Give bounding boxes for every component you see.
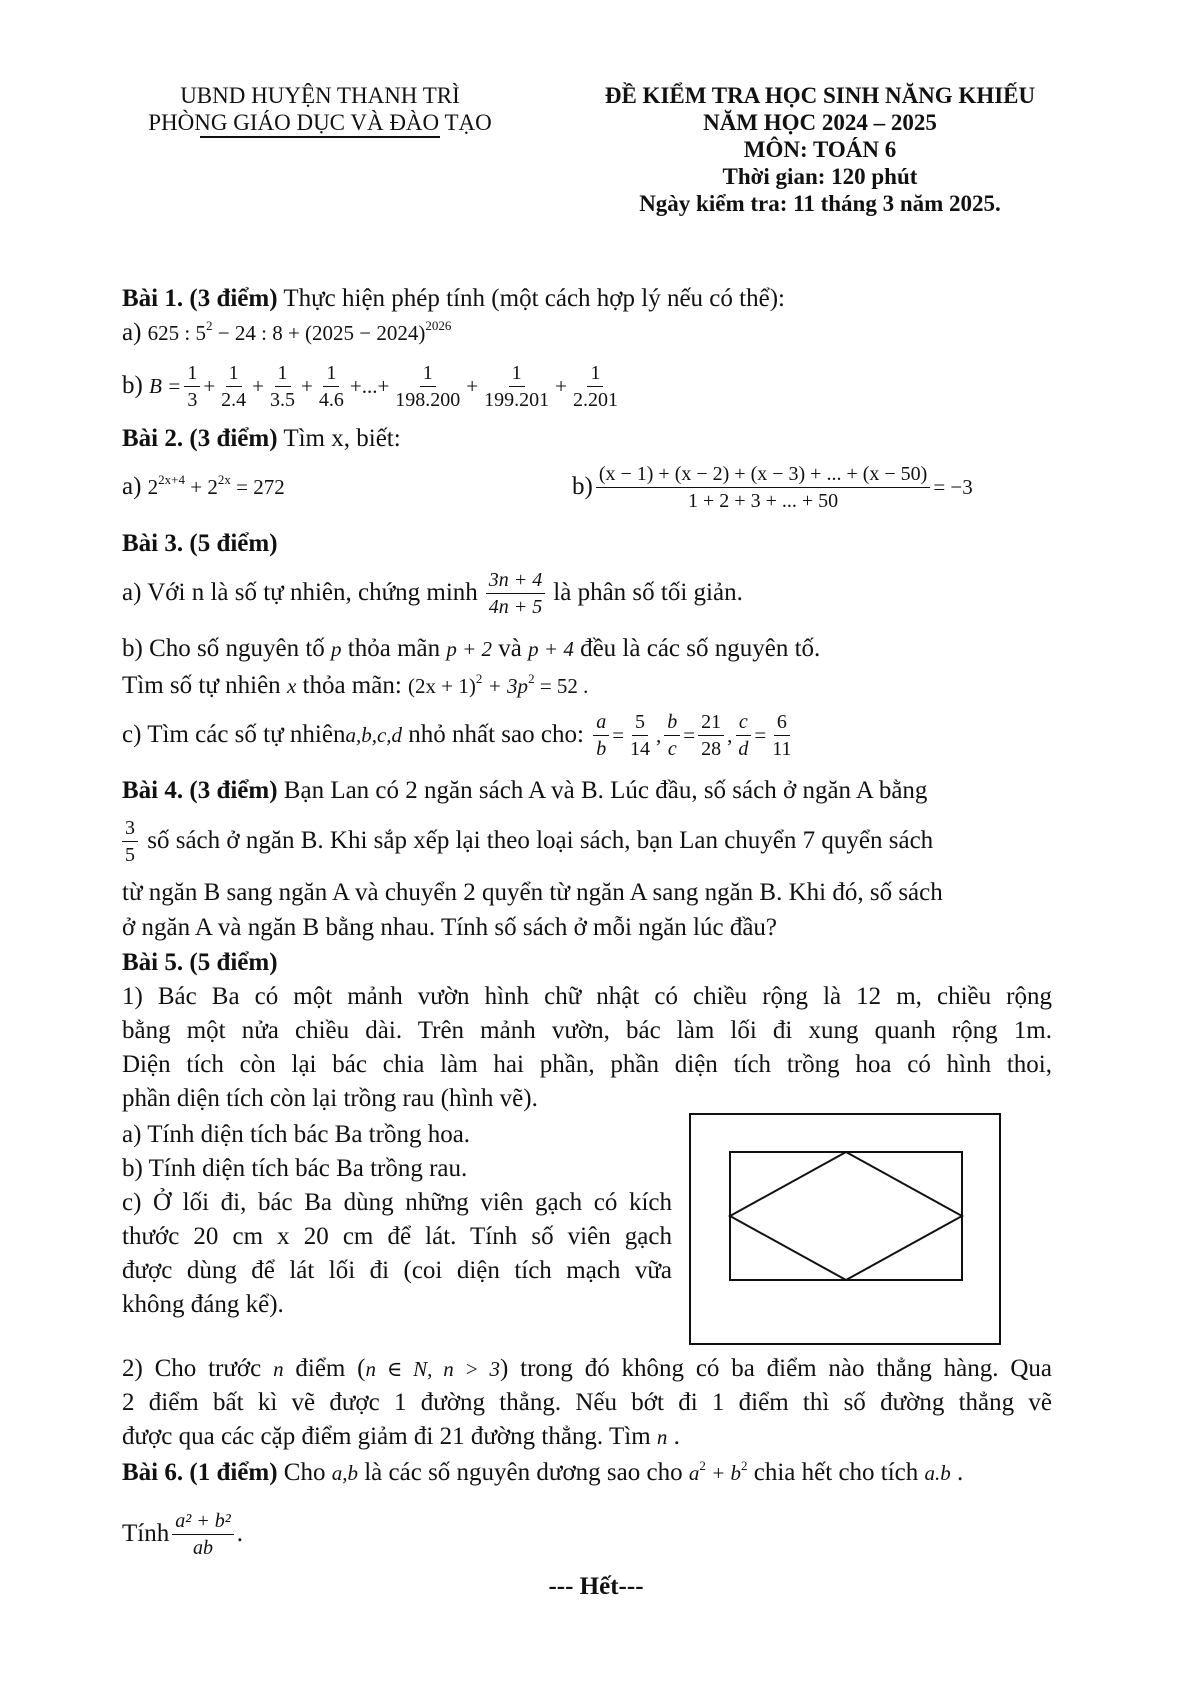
bai5-qc3: được dùng để lát lối đi (coi diện tích mạch vữa bbox=[122, 1257, 672, 1284]
bai3-a-fraction: $\frac{3n + 4}{4n + 5}$ bbox=[486, 570, 546, 617]
bai2-a bbox=[122, 472, 285, 502]
bai2-a-base1: 2 bbox=[147, 475, 159, 499]
bai4-line2: $\frac{3}{5}$ số sách ở ngăn B. Khi sắp xếp lại theo loại sách, bạn Lan chuyển 7 quyển sách bbox=[122, 810, 933, 872]
garden-figure bbox=[688, 1112, 1006, 1350]
bai2-instruction: Tìm x, biết: bbox=[277, 425, 401, 452]
bai1-frac-4: $\frac{1}{198.200}$ bbox=[395, 361, 461, 411]
bai1-frac-1: $\frac{1}{2.4}$ bbox=[221, 361, 247, 411]
bai1-a bbox=[122, 318, 451, 348]
bai1-a-expr2: − 24 : 8 + (2025 − 2024) bbox=[212, 321, 426, 345]
bai5-qc4: không đáng kể). bbox=[122, 1291, 284, 1318]
garden-outer-rect bbox=[690, 1114, 1000, 1344]
bai2-b bbox=[572, 456, 973, 518]
bai4-line4: ở ngăn A và ngăn B bằng nhau. Tính số sách ở mỗi ngăn lúc đầu? bbox=[122, 914, 778, 941]
bai3-c-val3: $\frac{6}{11}$ bbox=[772, 710, 792, 760]
bai4-line1: Bài 4. (3 điểm) Bạn Lan có 2 ngăn sách A và B. Lúc đầu, số sách ở ngăn A bằng bbox=[122, 777, 928, 804]
plus-sign: + bbox=[555, 374, 567, 398]
bai2-b-fraction bbox=[596, 464, 931, 511]
bai6-title: Bài 6. (1 điểm) bbox=[122, 1459, 278, 1486]
bai5-qc1: c) Ở lối đi, bác Ba dùng những viên gạch có kích bbox=[122, 1189, 672, 1216]
bai6-line1: Bài 6. (1 điểm) Cho a,b là các số nguyên dương sao cho $a^2 + b^2$ chia hết cho tích a.b . bbox=[122, 1458, 964, 1486]
bai1-frac-6: $\frac{1}{2.201}$ bbox=[572, 361, 618, 411]
bai1-frac-3: $\frac{1}{4.6}$ bbox=[318, 361, 344, 411]
flower-rhombus bbox=[730, 1152, 962, 1280]
bai1-b-lhs: B = bbox=[149, 374, 182, 398]
department-name: PHÒNG GIÁO DỤC VÀ ĐÀO TẠO bbox=[148, 110, 492, 135]
bai5-part2-text bbox=[122, 1352, 1052, 1454]
bai5-part1-text: 1) Bác Ba có một mảnh vườn hình chữ nhật có chiều rộng là 12 m, chiều rộng bằng một nửa chiều dài. Trên mảnh vườn, bác làm lối đi xung quanh rộng 1m. Diện tích còn lại bác chia làm hai phần, phần diện tích trồng hoa có hình thoi, phần diện tích còn lại trồng rau (hình vẽ). bbox=[122, 983, 1052, 1112]
bai6-fraction: $\frac{\text{a² + b²}}{ab}$ bbox=[172, 1511, 234, 1558]
header-left bbox=[110, 82, 530, 138]
bai1-a-exp2: 2026 bbox=[425, 318, 452, 333]
bai3-title: Bài 3. (5 điểm) bbox=[122, 530, 278, 557]
bai4-line3: từ ngăn B sang ngăn A và chuyển 2 quyển từ ngăn A sang ngăn B. Khi đó, số sách bbox=[122, 879, 943, 906]
plus-sign: + bbox=[252, 374, 265, 398]
bai5-p2-line1: 2) Cho trước n điểm (n ∈ N, n > 3) trong đó không có ba điểm nào thẳng hàng. Qua bbox=[122, 1355, 1052, 1382]
plus-sign: + bbox=[466, 374, 479, 398]
bai3-a bbox=[122, 560, 743, 626]
header-underline bbox=[200, 136, 440, 138]
bai2-title: Bài 2. (3 điểm) bbox=[122, 425, 278, 452]
exam-date: Ngày kiểm tra: 11 tháng 3 năm 2025. bbox=[639, 191, 1001, 216]
bai5-qa: a) Tính diện tích bác Ba trồng hoa. bbox=[122, 1121, 471, 1148]
bai1-frac-0: $\frac{1}{3}$ bbox=[184, 363, 200, 410]
bai2-a-mid: + 2 bbox=[185, 475, 218, 499]
bai1-heading bbox=[122, 284, 785, 314]
bai3-c-frac3: $\frac{c}{d}$ bbox=[735, 712, 751, 759]
bai3-c-frac2: $\frac{b}{c}$ bbox=[664, 712, 680, 759]
bai3-heading bbox=[122, 529, 278, 559]
bai5-questions bbox=[122, 1118, 672, 1322]
duration: Thời gian: 120 phút bbox=[722, 164, 918, 189]
bai1-frac-5: $\frac{1}{199.201}$ bbox=[484, 361, 550, 411]
bai3-a-post: là phân số tối giản. bbox=[553, 579, 743, 606]
garden-inner-rect bbox=[730, 1152, 962, 1280]
bai6-line2: Tính $\frac{\text{a² + b²}}{ab}$ . bbox=[122, 1509, 243, 1559]
bai2-a-rhs: = 272 bbox=[230, 475, 285, 499]
subject: MÔN: TOÁN 6 bbox=[743, 137, 897, 162]
bai1-b-label: b) bbox=[122, 372, 143, 399]
bai5-qc2: thước 20 cm x 20 cm để lát. Tính số viên gạch bbox=[122, 1223, 672, 1250]
bai5-heading bbox=[122, 948, 278, 978]
bai3-b-line1: b) Cho số nguyên tố p thỏa mãn p + 2 và p + 4 đều là các số nguyên tố. bbox=[122, 635, 821, 662]
bai5-title: Bài 5. (5 điểm) bbox=[122, 949, 278, 976]
bai2-b-label: b) bbox=[572, 473, 593, 500]
bai1-b bbox=[122, 356, 624, 416]
bai3-a-pre: a) Với n là số tự nhiên, chứng minh bbox=[122, 579, 478, 606]
bai2-b-numerator: (x − 1) + (x − 2) + (x − 3) + ... + (x − 50) bbox=[596, 464, 931, 488]
exam-title: ĐỀ KIỂM TRA HỌC SINH NĂNG KHIẾU bbox=[604, 83, 1036, 108]
bai3-c-val1: $\frac{5}{14}$ bbox=[630, 710, 651, 760]
bai2-a-exp2: 2x bbox=[217, 472, 231, 487]
bai1-a-expr: 625 : 5 bbox=[147, 321, 207, 345]
bai1-title: Bài 1. (3 điểm) bbox=[122, 285, 278, 312]
end-marker: --- Hết--- bbox=[548, 1573, 644, 1600]
bai2-b-denominator: 1 + 2 + 3 + ... + 50 bbox=[688, 489, 839, 512]
bai5-p2-line2: 2 điểm bất kì vẽ được 1 đường thẳng. Nếu bớt đi 1 điểm thì số đường thẳng vẽ bbox=[122, 1389, 1052, 1416]
plus-sign: + bbox=[301, 374, 313, 398]
school-year: NĂM HỌC 2024 – 2025 bbox=[703, 110, 937, 135]
bai5-p2-line3: được qua các cặp điểm giảm đi 21 đường thẳng. Tìm n . bbox=[122, 1423, 680, 1450]
plus-sign: + bbox=[203, 374, 216, 398]
bai3-c-frac1: $\frac{a}{b}$ bbox=[593, 712, 609, 759]
bai1-frac-2: $\frac{1}{3.5}$ bbox=[270, 361, 296, 411]
bai3-b-line2: Tìm số tự nhiên x thỏa mãn: $(2x + 1)^2 + 3p^2 = 52$ . bbox=[122, 671, 589, 699]
bai3-c-val2: $\frac{21}{28}$ bbox=[698, 712, 724, 759]
bai4-fraction: $\frac{3}{5}$ bbox=[122, 818, 138, 865]
bai2-heading bbox=[122, 424, 401, 454]
bai2-b-rhs: = −3 bbox=[933, 475, 973, 499]
district-name: UBND HUYỆN THANH TRÌ bbox=[180, 83, 460, 108]
header-right bbox=[565, 82, 1075, 217]
bai1-instruction: Thực hiện phép tính (một cách hợp lý nếu có thể): bbox=[277, 285, 785, 312]
bai2-a-exp1: 2x+4 bbox=[158, 472, 186, 487]
bai2-a-label: a) bbox=[122, 473, 142, 500]
ellipsis-sign: +...+ bbox=[349, 374, 390, 398]
bai3-c: c) Tìm các số tự nhiên a,b,c,d nhỏ nhất sao cho: $\frac{a}{b}$ = $\frac{5}{14}$ , $\frac{b}{c}$ = $\frac{21}{28}$ , $\frac{c}{d}$ = $\frac{6}{11}$ bbox=[122, 704, 797, 766]
bai5-qb: b) Tính diện tích bác Ba trồng rau. bbox=[122, 1155, 468, 1182]
bai1-a-label: a) bbox=[122, 319, 142, 346]
bai4-title: Bài 4. (3 điểm) bbox=[122, 777, 278, 804]
bai1-a-exp1: 2 bbox=[206, 318, 213, 333]
